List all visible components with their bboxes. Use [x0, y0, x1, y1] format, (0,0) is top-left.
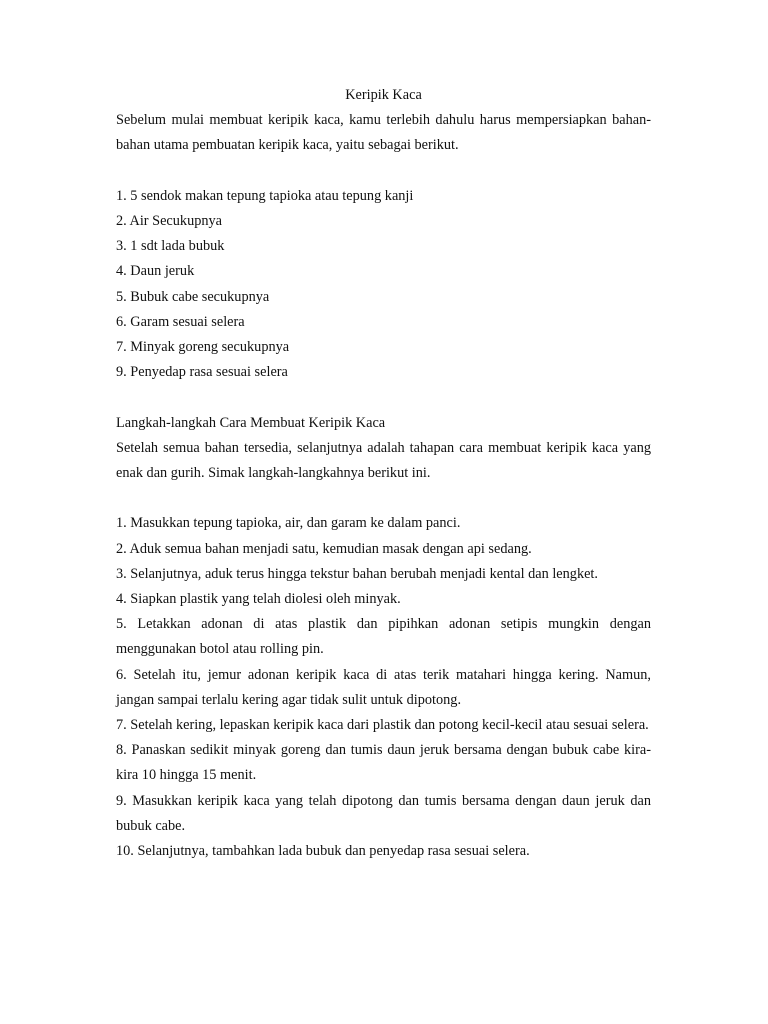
- blank-line: [116, 385, 651, 410]
- step-item: 7. Setelah kering, lepaskan keripik kaca dari plastik dan potong kecil-kecil atau sesuai selera.: [116, 717, 649, 734]
- step-item: 2. Aduk semua bahan menjadi satu, kemudian masak dengan api sedang.: [116, 540, 532, 557]
- ingredient-item: 1. 5 sendok makan tepung tapioka atau tepung kanji: [116, 187, 414, 204]
- ingredient-item: 5. Bubuk cabe secukupnya: [116, 288, 270, 305]
- ingredient-item: 2. Air Secukupnya: [116, 213, 223, 229]
- steps-heading: Langkah-langkah Cara Membuat Keripik Kaca: [116, 414, 386, 431]
- steps-list: [116, 511, 651, 864]
- step-item: 1. Masukkan tepung tapioka, air, dan garam ke dalam panci.: [116, 515, 461, 532]
- ingredient-item: 7. Minyak goreng secukupnya: [116, 339, 290, 356]
- ingredient-item: 3. 1 sdt lada bubuk: [116, 238, 225, 255]
- steps-intro-paragraph: Setelah semua bahan tersedia, selanjutnya adalah tahapan cara membuat keripik kaca yang enak dan gurih. Simak langkah-langkahnya berikut ini.: [116, 439, 651, 482]
- step-item: 8. Panaskan sedikit minyak goreng dan tumis daun jeruk bersama dengan bubuk cabe kira-kira 10 hingga 15 menit.: [116, 742, 651, 784]
- ingredient-item: 6. Garam sesuai selera: [116, 313, 245, 330]
- ingredient-item: 4. Daun jeruk: [116, 263, 195, 280]
- document-title: Keripik Kaca: [345, 87, 422, 103]
- step-item: 6. Setelah itu, jemur adonan keripik kaca di atas terik matahari hingga kering. Namun, jangan sampai terlalu kering agar tidak sulit untuk dipotong.: [116, 666, 651, 708]
- ingredient-list: [116, 184, 651, 386]
- step-item: 9. Masukkan keripik kaca yang telah dipotong dan tumis bersama dengan daun jeruk dan bubuk cabe.: [116, 792, 651, 834]
- blank-line: [116, 159, 651, 184]
- step-item: 10. Selanjutnya, tambahkan lada bubuk dan penyedap rasa sesuai selera.: [116, 843, 530, 860]
- step-item: 3. Selanjutnya, aduk terus hingga tekstur bahan berubah menjadi kental dan lengket.: [116, 565, 598, 582]
- step-item: 5. Letakkan adonan di atas plastik dan pipihkan adonan setipis mungkin dengan menggunakan botol atau rolling pin.: [116, 616, 651, 658]
- step-item: 4. Siapkan plastik yang telah diolesi oleh minyak.: [116, 591, 401, 608]
- intro-paragraph: Sebelum mulai membuat keripik kaca, kamu terlebih dahulu harus mempersiapkan bahan-bahan utama pembuatan keripik kaca, yaitu sebagai berikut.: [116, 112, 651, 154]
- document-page: [116, 83, 651, 864]
- blank-line: [116, 486, 651, 511]
- ingredient-item: 9. Penyedap rasa sesuai selera: [116, 364, 288, 381]
